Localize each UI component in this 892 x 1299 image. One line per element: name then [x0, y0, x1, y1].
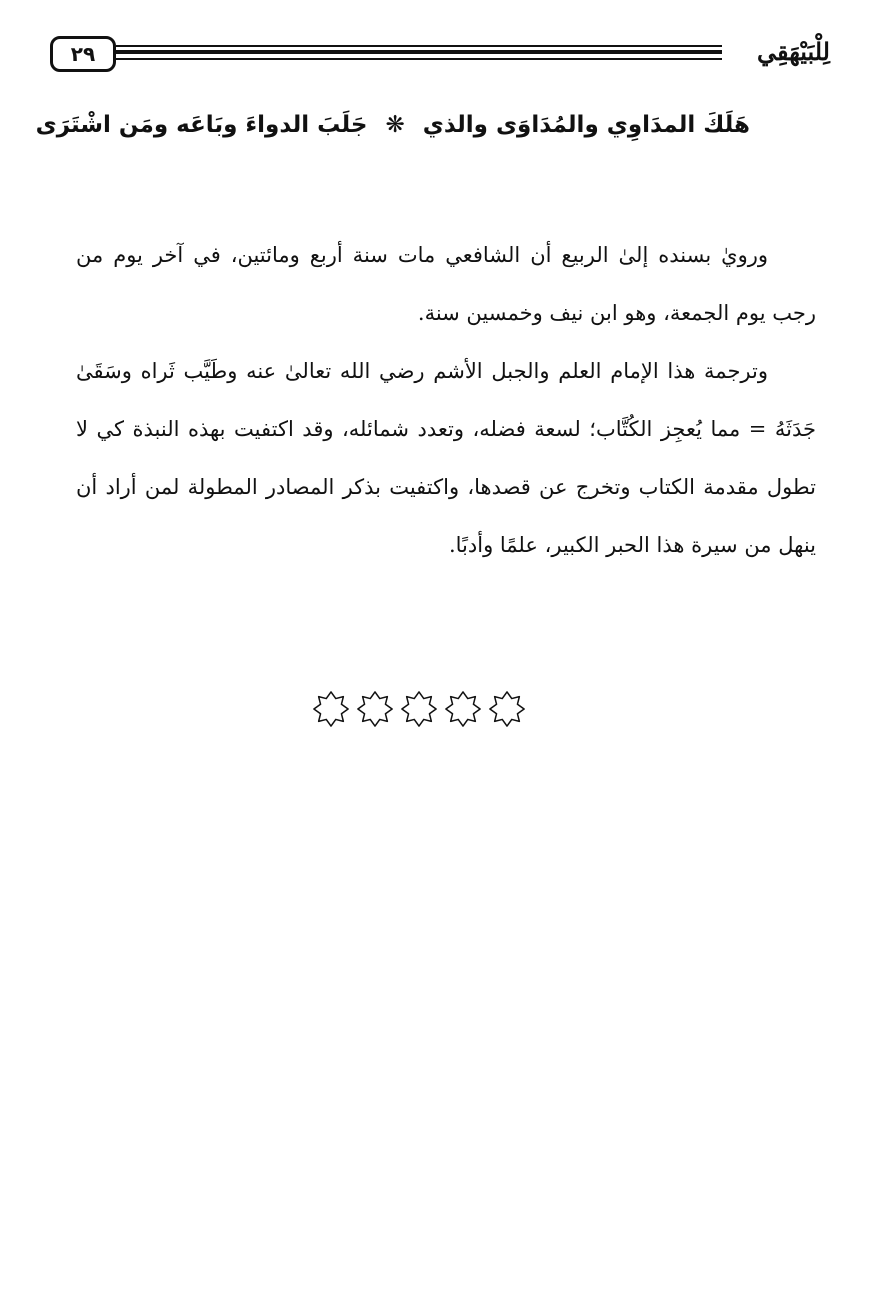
section-end-ornament: [312, 688, 526, 730]
paragraph-biography-note: وترجمة هذا الإمام العلم والجبل الأشم رضي الله تعالىٰ عنه وطَيَّب ثَراه وسَقَىٰ جَدَثَهُ = مما يُعجِز الكُتَّاب؛ لسعة فضله، وتعدد شمائله، وقد اكتفيت بهذه النبذة كي لا تطول مقدمة الكتاب وتخرج عن قصدها، واكتفيت بذكر المصادر المطولة لمن أراد أن ينهل من سيرة هذا الحبر الكبير، علمًا وأدبًا.: [76, 359, 816, 557]
body-text: [76, 226, 816, 574]
book-title: لِلْبَيْهَقِي: [757, 37, 830, 66]
verse-second-hemistich: جَلَبَ الدواءَ وبَاعَه ومَن اشْتَرَى: [35, 112, 368, 138]
eight-point-star-outline-icon: [356, 690, 394, 728]
verse-first-hemistich: هَلَكَ المدَاوِي والمُدَاوَى والذي: [422, 112, 750, 138]
paragraph-death-date: ورويٰ بسنده إلىٰ الربيع أن الشافعي مات سنة أربع ومائتين، في آخر يوم من رجب يوم الجمعة، وهو ابن نيف وخمسين سنة.: [76, 243, 816, 325]
header-rule-middle: [116, 50, 722, 54]
header-rule-top: [116, 45, 722, 47]
eight-point-star-outline-icon: [312, 690, 350, 728]
page-number-box: [50, 36, 116, 72]
eight-point-star-outline-icon: [400, 690, 438, 728]
eight-point-star-outline-icon: [488, 690, 526, 728]
verse-separator: ❋: [385, 112, 405, 138]
page-header: [50, 32, 830, 88]
poetry-verse: [35, 100, 750, 150]
eight-point-star-outline-icon: [444, 690, 482, 728]
header-rule-bottom: [116, 58, 722, 60]
page-number: ٢٩: [70, 42, 96, 66]
